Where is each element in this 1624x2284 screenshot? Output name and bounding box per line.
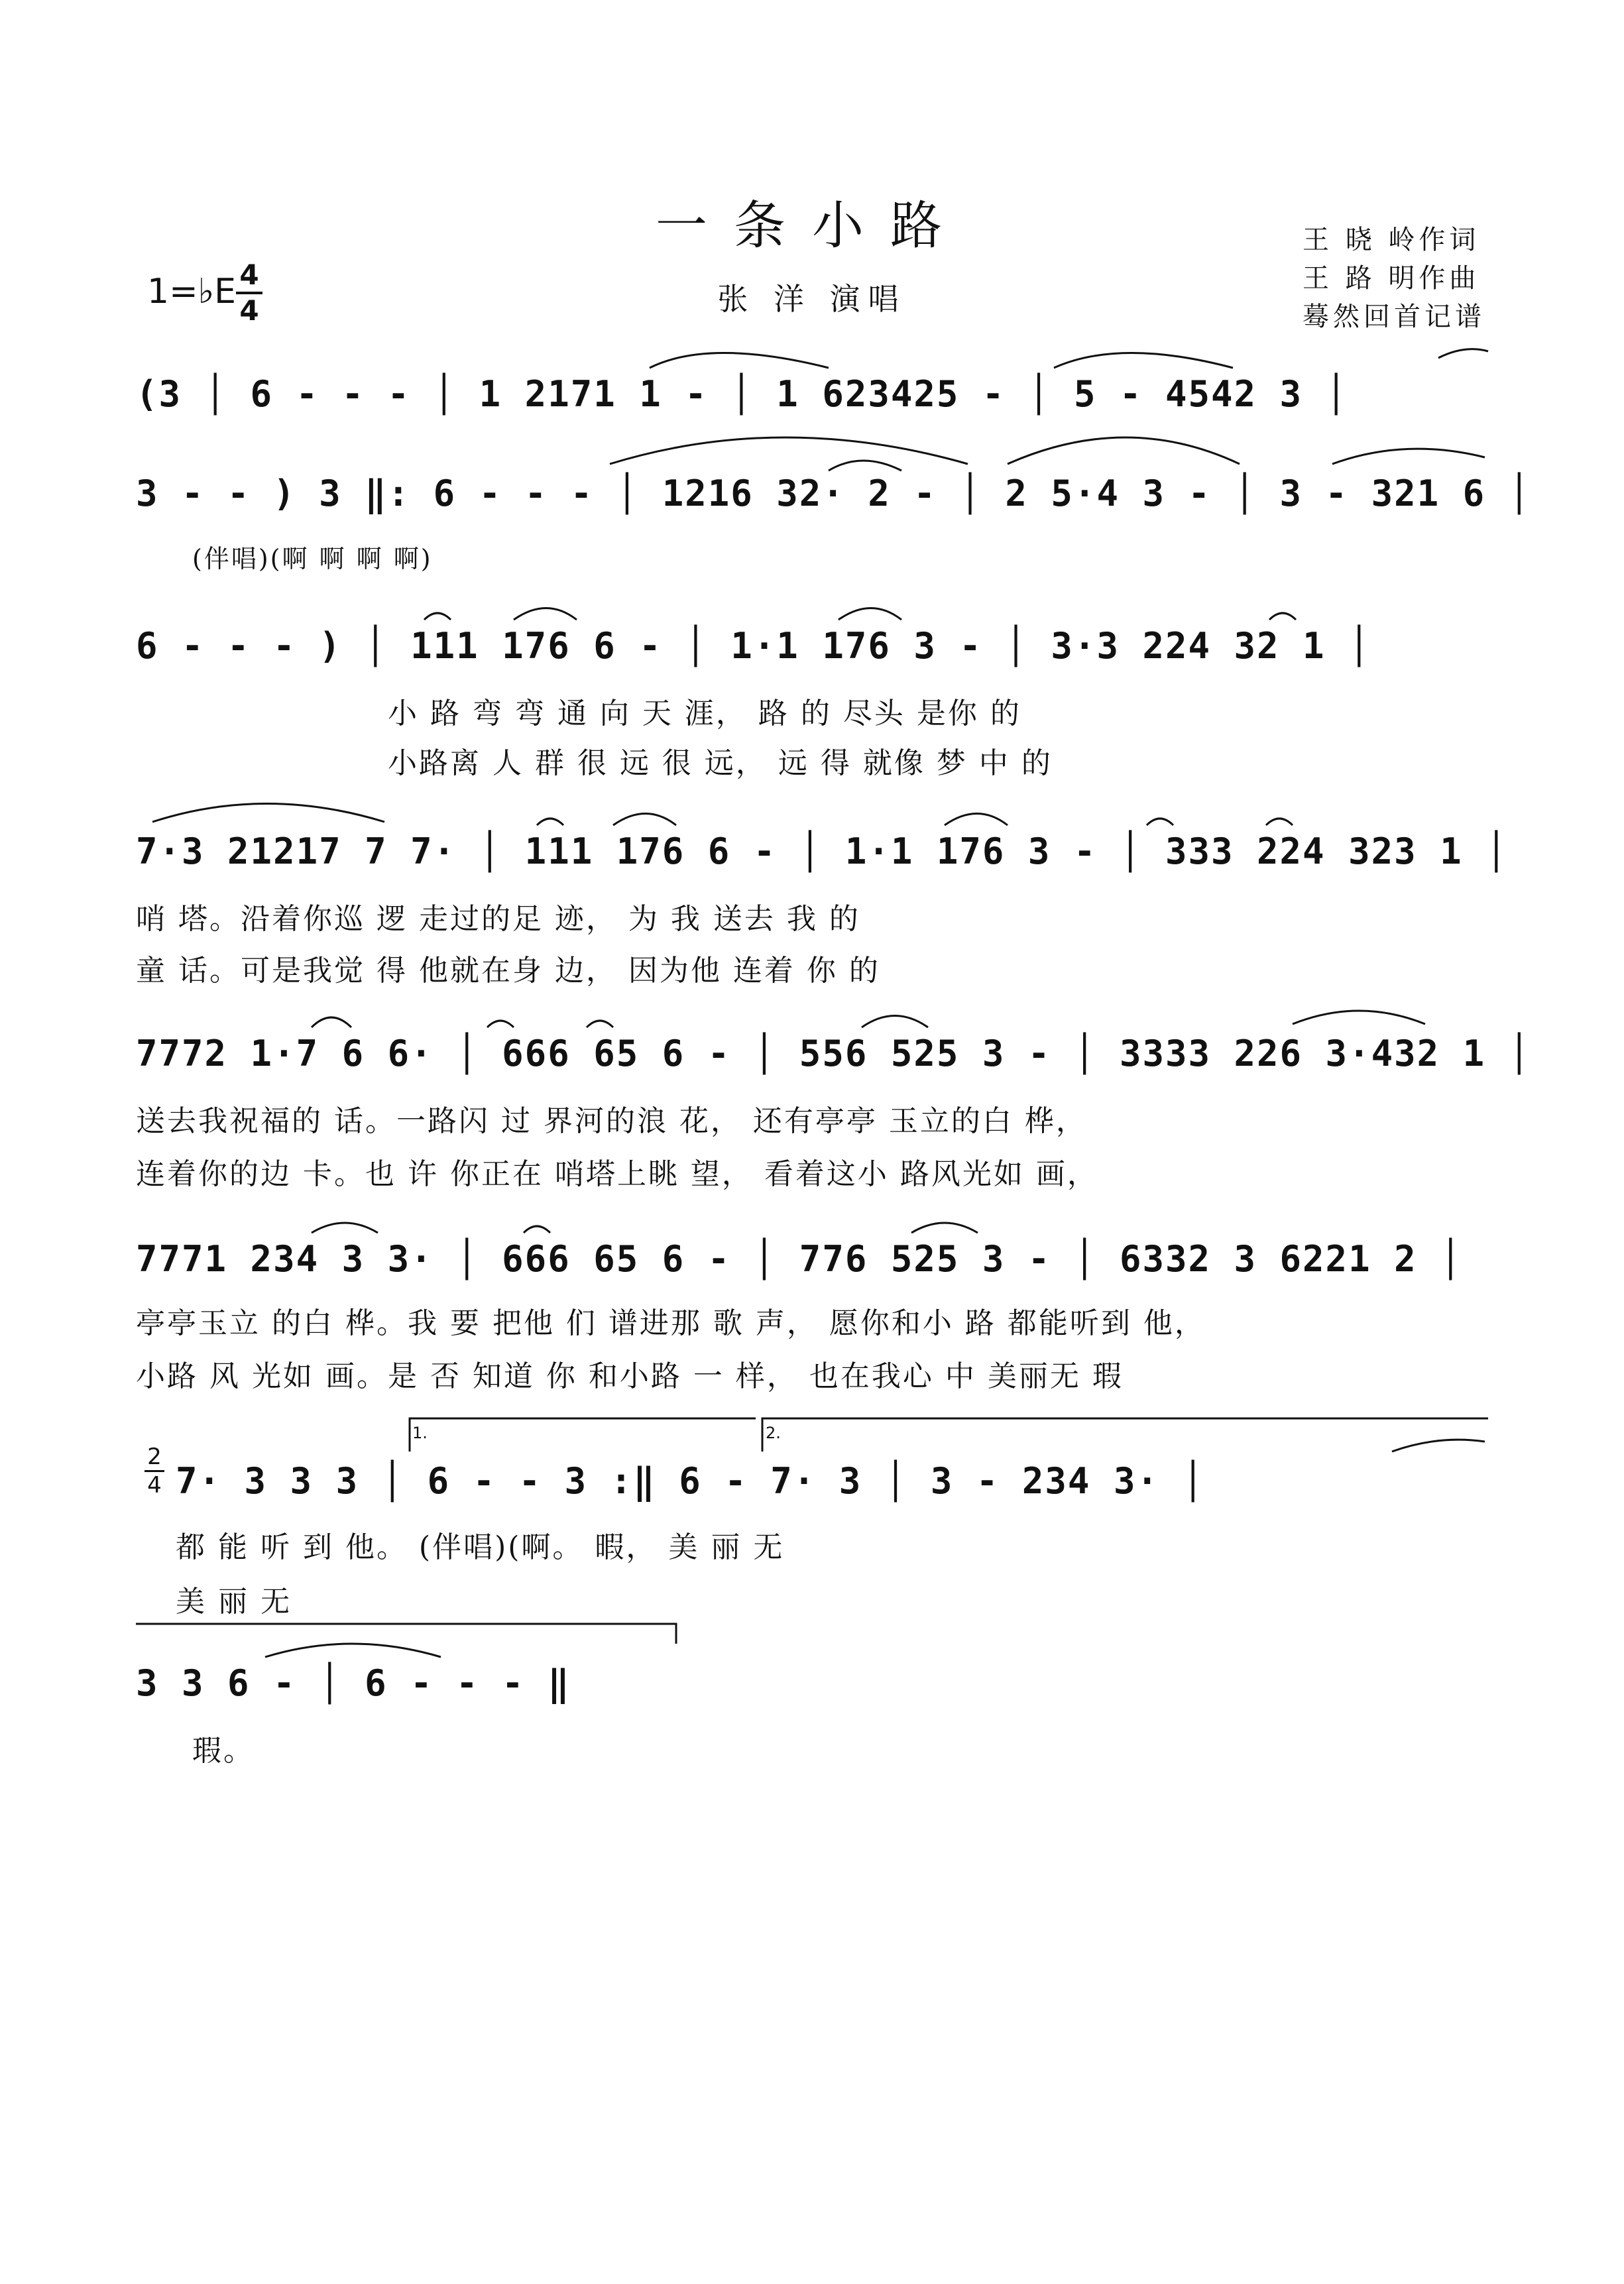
slur: [1269, 613, 1296, 620]
time-signature-top: 4: [239, 258, 259, 291]
lyric-line-3-2: 小路离 人 群 很 远 很 远， 远 得 就像 梦 中 的: [388, 746, 1053, 780]
lyric-line-7-1: 都 能 听 到 他。 (伴唱)(啊。 暇， 美 丽 无: [176, 1530, 785, 1564]
slur: [839, 608, 901, 620]
slur: [911, 1223, 978, 1233]
lyric-line-6-2: 小路 风 光如 画。是 否 知道 你 和小路 一 样， 也在我心 中 美丽无 瑕: [136, 1359, 1124, 1393]
slur: [587, 1021, 613, 1027]
slur: [152, 804, 384, 823]
time-signature-2-top: 2: [147, 1444, 162, 1470]
time-signature-2-bottom: 4: [147, 1472, 162, 1499]
slur: [945, 814, 1008, 826]
slur: [537, 819, 563, 825]
first-ending-bracket: [410, 1418, 756, 1452]
score-system-6: 7771 234 3 3· │ 666 65 6 - │ 776 525 3 - │ 6332 3 6221 2 │: [136, 1238, 1463, 1280]
singer-credit: 张 洋 演唱: [717, 281, 907, 317]
slur: [1293, 1011, 1425, 1024]
score-system-5: 7772 1·7 6 6· │ 666 65 6 - │ 556 525 3 - │ 3333 226 3·432 1 │: [136, 1033, 1532, 1074]
lyric-line-5-1: 送去我祝福的 话。一路闪 过 界河的浪 花， 还有亭亭 玉立的白 桦，: [136, 1104, 1087, 1138]
slur: [862, 1016, 928, 1028]
key-signature: 1=♭E: [147, 272, 237, 312]
slur: [1438, 349, 1488, 358]
slur: [265, 1644, 441, 1657]
slur: [1054, 353, 1233, 369]
lyric-line-8-1: 瑕。: [192, 1734, 255, 1768]
slur: [613, 814, 676, 826]
score-system-1: (3 │ 6 - - - │ 1 2171 1 - │ 1 623425 - │ 5 - 4542 3 │: [136, 373, 1349, 415]
slur: [1266, 819, 1293, 825]
slur: [829, 461, 901, 471]
lyric-line-2-1: (伴唱)(啊 啊 啊 啊): [192, 544, 433, 573]
slur: [1392, 1440, 1485, 1452]
lyric-line-5-2: 连着你的边 卡。也 许 你正在 哨塔上眺 望， 看着这小 路风光如 画，: [136, 1157, 1098, 1191]
score-system-2: 3 - - ) 3 ‖: 6 - - - │ 1216 32· 2 - │ 2 5·4 3 - │ 3 - 321 6 │: [136, 473, 1532, 514]
lyric-line-7-2: 美 丽 无: [176, 1585, 292, 1619]
second-ending-label: 2.: [766, 1424, 781, 1442]
lyric-line-4-2: 童 话。可是我觉 得 他就在身 边， 因为他 连着 你 的: [136, 954, 880, 988]
score-system-7: 7· 3 3 3 │ 6 - - 3 :‖ 6 - 7· 3 │ 3 - 234 3· │: [176, 1460, 1205, 1502]
slur: [1008, 437, 1240, 464]
slur: [1147, 819, 1173, 825]
score-system-8: 3 3 6 - │ 6 - - - ‖: [136, 1662, 571, 1704]
slur: [312, 1017, 351, 1027]
lyric-line-3-1: 小 路 弯 弯 通 向 天 涯， 路 的 尽头 是你 的: [388, 697, 1021, 730]
composer-credit: 王 路 明作曲: [1303, 263, 1480, 294]
time-signature-bottom: 4: [239, 294, 259, 327]
slur: [1332, 449, 1485, 464]
slur: [487, 1021, 514, 1027]
transcriber-credit: 蓦然回首记谱: [1303, 302, 1485, 332]
lyric-line-4-1: 哨 塔。沿着你巡 逻 走过的足 迹， 为 我 送去 我 的: [136, 902, 860, 936]
slur: [312, 1223, 378, 1233]
score-system-3: 6 - - - ) │ 111 176 6 - │ 1·1 176 3 - │ 3·3 224 32 1 │: [136, 625, 1371, 667]
song-title: 一条小路: [655, 196, 968, 256]
lyric-line-6-1: 亭亭玉立 的白 桦。我 要 把他 们 谱进那 歌 声， 愿你和小 路 都能听到 他，: [136, 1306, 1206, 1340]
slur: [650, 353, 829, 369]
score-system-4: 7·3 21217 7 7· │ 111 176 6 - │ 1·1 176 3 - │ 333 224 323 1 │: [136, 830, 1509, 872]
lyricist-credit: 王 晓 岭作词: [1303, 225, 1480, 255]
slur: [424, 613, 451, 620]
slur: [514, 608, 577, 620]
slur: [610, 437, 968, 464]
first-ending-label: 1.: [412, 1424, 428, 1442]
second-ending-bracket: [762, 1418, 1488, 1452]
ending-bracket: [136, 1624, 676, 1644]
slur: [524, 1226, 550, 1233]
